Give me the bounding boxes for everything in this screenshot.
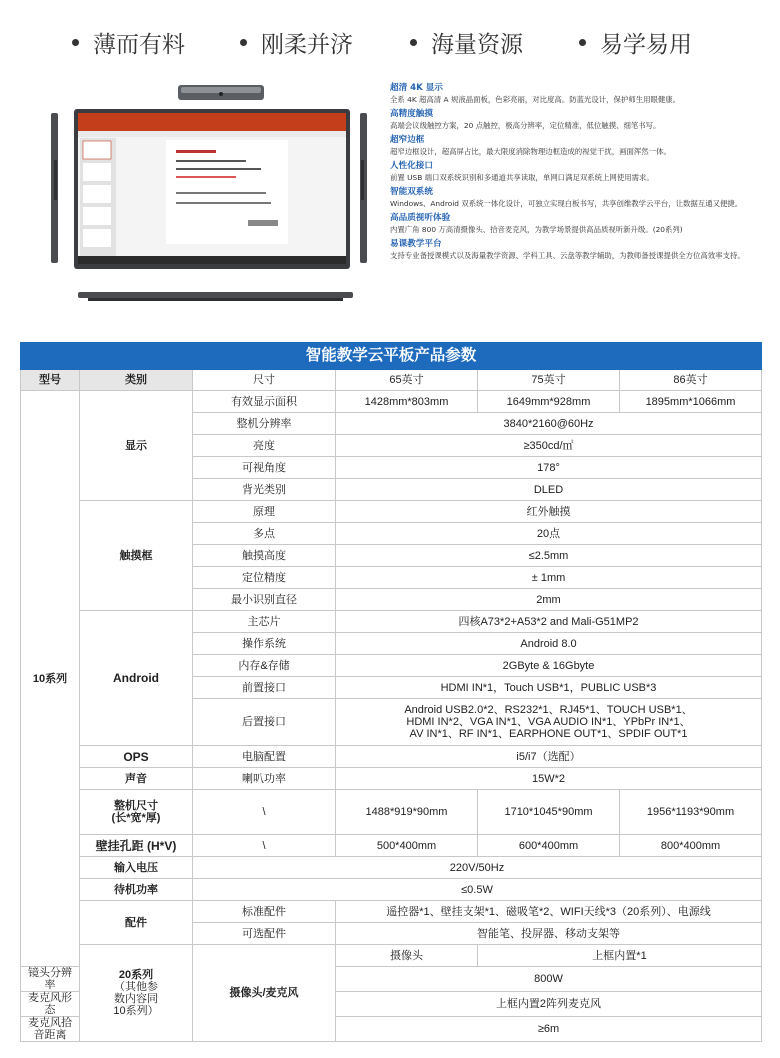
spec-value: 四核A73*2+A53*2 and Mali-G51MP2 xyxy=(336,611,762,633)
spec-label: 多点 xyxy=(193,523,336,545)
feature-desc: 超窄边框设计，超高屏占比，最大限度消除物理边框造成的视觉干扰，画面浑然一体。 xyxy=(390,147,671,156)
category-camera: 摄像头/麦克风 xyxy=(193,945,336,1042)
spec-value: ≤0.5W xyxy=(193,879,762,901)
feature-list xyxy=(390,82,770,264)
spec-label: 镜头分辨率 xyxy=(21,967,80,992)
spec-value: Android 8.0 xyxy=(336,633,762,655)
feature-item xyxy=(390,108,770,132)
spec-value: ± 1mm xyxy=(336,567,762,589)
feature-item xyxy=(390,134,770,158)
spec-value: 3840*2160@60Hz xyxy=(336,413,762,435)
feature-title: 人性化接口 xyxy=(390,161,433,171)
feature-title: 智能双系统 xyxy=(390,187,433,197)
spec-label: 标准配件 xyxy=(193,901,336,923)
category-size-line: (长*宽*厚) xyxy=(111,812,161,824)
spec-value: ≥350cd/㎡ xyxy=(336,435,762,457)
spec-dash: \ xyxy=(193,790,336,835)
spec-value-65: 500*400mm xyxy=(336,835,478,857)
spec-value: ≥6m xyxy=(336,1017,762,1042)
category-wall-mount: 壁挂孔距 (H*V) xyxy=(80,835,193,857)
spec-value: 上框内置2阵列麦克风 xyxy=(336,992,762,1017)
spec-label: 麦克风形态 xyxy=(21,992,80,1017)
series-20-note: 10系列） xyxy=(113,1005,159,1017)
slogan-bar xyxy=(0,26,780,66)
header-size: 尺寸 xyxy=(193,370,336,391)
spec-value: 2GByte & 16Gbyte xyxy=(336,655,762,677)
spec-value-75: 600*400mm xyxy=(478,835,620,857)
category-size-line: 整机尺寸 xyxy=(114,800,158,812)
bullet-icon xyxy=(410,39,417,46)
rear-ports-line: AV IN*1、RF IN*1、EARPHONE OUT*1、SPDIF OUT*1 xyxy=(409,728,688,740)
feature-desc: 支持专业备授课模式以及海量教学资源、学科工具、云盘等教学辅助，为教师备授课提供全方位高效率支持。 xyxy=(390,251,745,260)
spec-value: 遥控器*1、壁挂支架*1、磁吸笔*2、WIFI天线*3（20系列）、电源线 xyxy=(336,901,762,923)
rear-ports-value xyxy=(336,699,762,746)
spec-label: 主芯片 xyxy=(193,611,336,633)
category-android: Android xyxy=(80,611,193,746)
category-ops: OPS xyxy=(80,746,193,768)
rear-ports-line: Android USB2.0*2、RS232*1、RJ45*1、TOUCH USB*1、 xyxy=(404,704,693,716)
spec-value: HDMI IN*1，Touch USB*1，PUBLIC USB*3 xyxy=(336,677,762,699)
feature-desc: 前置 USB 端口双系统识别和多通道共享读取，单网口满足双系统上网使用需求。 xyxy=(390,173,654,182)
spec-value: 220V/50Hz xyxy=(193,857,762,879)
spec-label: 喇叭功率 xyxy=(193,768,336,790)
spec-value: DLED xyxy=(336,479,762,501)
spec-value: i5/i7（选配） xyxy=(336,746,762,768)
spec-value: 2mm xyxy=(336,589,762,611)
feature-title: 超窄边框 xyxy=(390,135,425,145)
spec-label: 麦克风拾音距离 xyxy=(21,1017,80,1042)
spec-label: 内存&存储 xyxy=(193,655,336,677)
spec-label: 背光类别 xyxy=(193,479,336,501)
spec-table xyxy=(20,342,762,1042)
feature-title: 超清 4K 显示 xyxy=(390,83,443,93)
slogan-text: 薄而有料 xyxy=(93,32,185,58)
series-10-cell: 10系列 xyxy=(21,391,80,967)
spec-label: 原理 xyxy=(193,501,336,523)
spec-value-65: 1428mm*803mm xyxy=(336,391,478,413)
category-display: 显示 xyxy=(80,391,193,501)
spec-label: 定位精度 xyxy=(193,567,336,589)
header-75: 75英寸 xyxy=(478,370,620,391)
feature-item xyxy=(390,212,770,236)
spec-label: 电脑配置 xyxy=(193,746,336,768)
feature-title: 高精度触摸 xyxy=(390,109,433,119)
spec-value: 800W xyxy=(336,967,762,992)
category-touch: 触摸框 xyxy=(80,501,193,611)
slogan-3 xyxy=(410,26,523,59)
bullet-icon xyxy=(72,39,79,46)
bullet-icon xyxy=(240,39,247,46)
header-category: 类别 xyxy=(80,370,193,391)
series-20-note: 数内容同 xyxy=(114,993,158,1005)
feature-desc: Windows、Android 双系统一体化设计，可独立实现白板书写，共享创维教学云平台，让数据互通又便捷。 xyxy=(390,199,743,208)
slogan-text: 刚柔并济 xyxy=(261,32,353,58)
spec-value-65: 1488*919*90mm xyxy=(336,790,478,835)
spec-label: 可选配件 xyxy=(193,923,336,945)
category-size xyxy=(80,790,193,835)
feature-desc: 内置广角 800 万高清摄像头、拾音麦克风，为教学场景提供高品质视听新升级。(20系列) xyxy=(390,225,683,234)
spec-label: 有效显示面积 xyxy=(193,391,336,413)
header-model: 型号 xyxy=(21,370,80,391)
slogan-text: 海量资源 xyxy=(431,32,523,58)
spec-label: 可视角度 xyxy=(193,457,336,479)
spec-value-75: 1649mm*928mm xyxy=(478,391,620,413)
feature-desc: 全系 4K 超高清 A 规液晶面板，色彩亮丽，对比度高。防蓝光设计，保护师生用眼健康。 xyxy=(390,95,681,104)
spec-label: 前置接口 xyxy=(193,677,336,699)
feature-title: 易课教学平台 xyxy=(390,239,442,249)
feature-item xyxy=(390,238,770,262)
feature-desc: 高端会议级触控方案，20 点触控，极高分辨率，定位精准，低位触摸、细笔书写。 xyxy=(390,121,661,130)
spec-label: 亮度 xyxy=(193,435,336,457)
series-20-title: 20系列 xyxy=(118,969,154,981)
feature-item xyxy=(390,186,770,210)
spec-value: 15W*2 xyxy=(336,768,762,790)
spec-label: 整机分辨率 xyxy=(193,413,336,435)
spec-value-75: 1710*1045*90mm xyxy=(478,790,620,835)
spec-value: 智能笔、投屏器、移动支架等 xyxy=(336,923,762,945)
series-20-note: （其他参 xyxy=(114,981,158,993)
spec-value: 20点 xyxy=(336,523,762,545)
category-standby: 待机功率 xyxy=(80,879,193,901)
slogan-text: 易学易用 xyxy=(600,32,692,58)
slogan-2 xyxy=(240,26,353,59)
spec-label: 摄像头 xyxy=(336,945,478,967)
bullet-icon xyxy=(579,39,586,46)
bottom-profile xyxy=(78,292,353,298)
table-title: 智能教学云平板产品参数 xyxy=(21,343,762,370)
feature-title: 高品质视听体验 xyxy=(390,213,451,223)
spec-value: 上框内置*1 xyxy=(478,945,762,967)
spec-value-86: 1956*1193*90mm xyxy=(620,790,762,835)
series-20-cell xyxy=(80,945,193,1042)
spec-label: 触摸高度 xyxy=(193,545,336,567)
spec-value-86: 800*400mm xyxy=(620,835,762,857)
category-accessories: 配件 xyxy=(80,901,193,945)
feature-item xyxy=(390,160,770,184)
spec-value: ≤2.5mm xyxy=(336,545,762,567)
category-sound: 声音 xyxy=(80,768,193,790)
spec-value-86: 1895mm*1066mm xyxy=(620,391,762,413)
feature-item xyxy=(390,82,770,106)
rear-ports-line: HDMI IN*2、VGA IN*1、VGA AUDIO IN*1、YPbPr IN*1、 xyxy=(406,716,691,728)
product-illustration xyxy=(48,80,378,310)
spec-value: 红外触摸 xyxy=(336,501,762,523)
spec-value: 178° xyxy=(336,457,762,479)
category-voltage: 输入电压 xyxy=(80,857,193,879)
header-86: 86英寸 xyxy=(620,370,762,391)
spec-label: 操作系统 xyxy=(193,633,336,655)
spec-label: 最小识别直径 xyxy=(193,589,336,611)
header-65: 65英寸 xyxy=(336,370,478,391)
spec-dash: \ xyxy=(193,835,336,857)
spec-label: 后置接口 xyxy=(193,699,336,746)
slogan-1 xyxy=(72,26,185,59)
slogan-4 xyxy=(579,26,692,59)
